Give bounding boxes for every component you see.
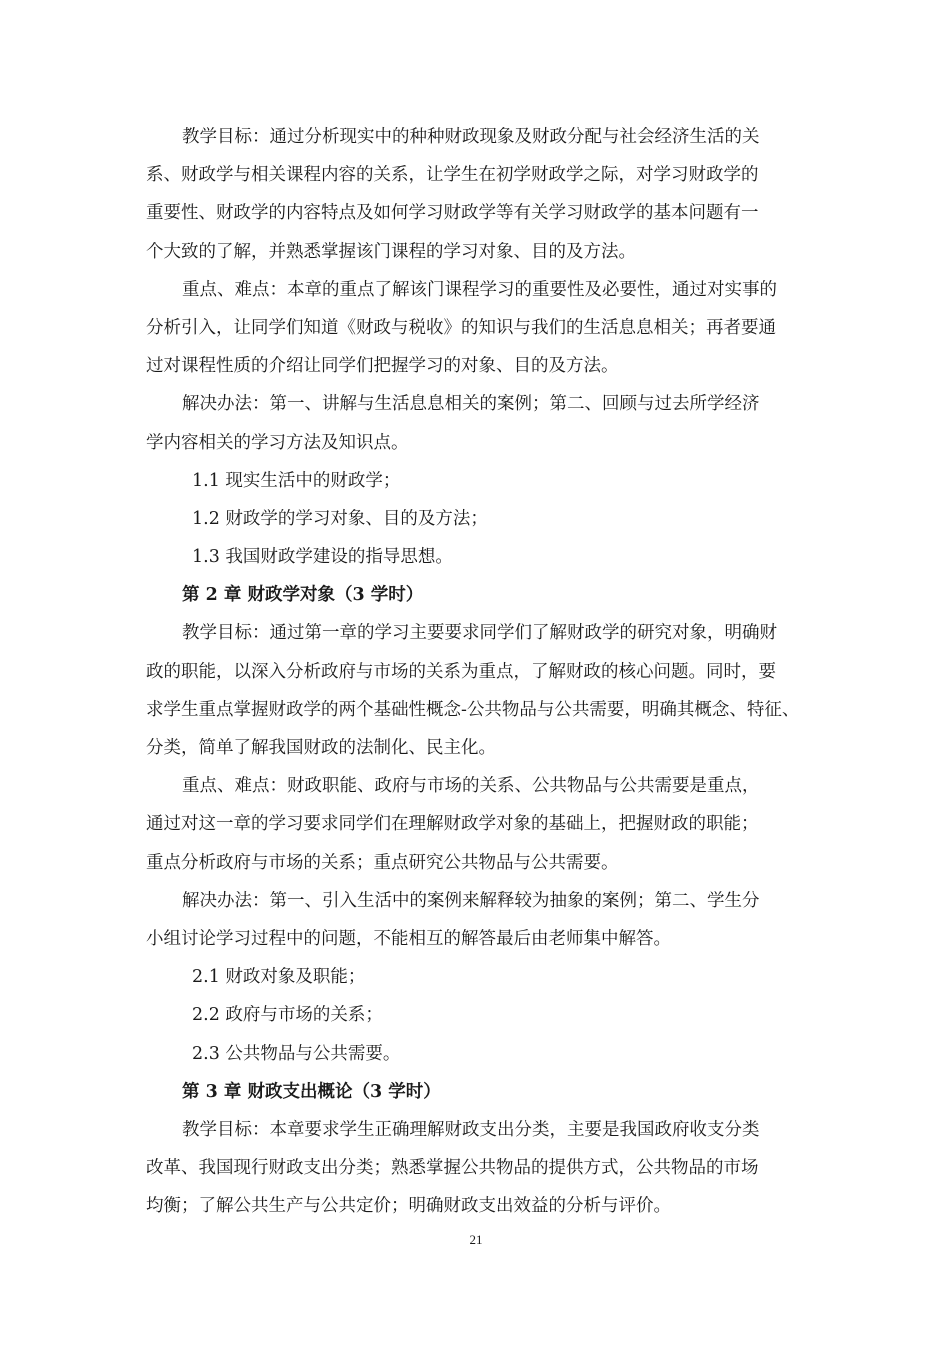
text-line: 小组讨论学习过程中的问题，不能相互的解答最后由老师集中解答。 <box>146 928 671 949</box>
page-number: 21 <box>469 1232 483 1247</box>
text-line: 均衡；了解公共生产与公共定价；明确财政支出效益的分析与评价。 <box>146 1196 671 1217</box>
text-line: 2.1 财政对象及职能； <box>192 967 366 988</box>
text-line: 通过对这一章的学习要求同学们在理解财政学对象的基础上，把握财政的职能； <box>146 814 759 835</box>
text-line: 系、财政学与相关课程内容的关系，让学生在初学财政学之际，对学习财政学的 <box>146 165 759 186</box>
document-body <box>146 118 846 1225</box>
text-line: 求学生重点掌握财政学的两个基础性概念-公共物品与公共需要，明确其概念、特征、 <box>146 699 800 720</box>
text-line: 重点分析政府与市场的关系；重点研究公共物品与公共需要。 <box>146 852 619 873</box>
text-line: 1.2 财政学的学习对象、目的及方法； <box>192 508 488 529</box>
text-line: 学内容相关的学习方法及知识点。 <box>146 432 409 453</box>
text-line: 重点、难点：财政职能、政府与市场的关系、公共物品与公共需要是重点， <box>182 776 760 797</box>
text-line: 2.2 政府与市场的关系； <box>192 1005 383 1026</box>
text-line: 个大致的了解，并熟悉掌握该门课程的学习对象、目的及方法。 <box>146 241 636 262</box>
text-line: 分类，简单了解我国财政的法制化、民主化。 <box>146 738 496 758</box>
text-line: 1.3 我国财政学建设的指导思想。 <box>192 547 453 568</box>
text-line: 改革、我国现行财政支出分类；熟悉掌握公共物品的提供方式，公共物品的市场 <box>146 1158 759 1179</box>
text-line: 分析引入，让同学们知道《财政与税收》的知识与我们的生活息息相关；再者要通 <box>146 317 776 338</box>
text-line: 解决办法：第一、引入生活中的案例来解释较为抽象的案例；第二、学生分 <box>182 890 760 911</box>
text-line: 政的职能，以深入分析政府与市场的关系为重点，了解财政的核心问题。同时，要 <box>146 661 776 682</box>
text-line: 重要性、财政学的内容特点及如何学习财政学等有关学习财政学的基本问题有一 <box>146 203 759 224</box>
text-line: 过对课程性质的介绍让同学们把握学习的对象、目的及方法。 <box>146 356 619 377</box>
text-line: 教学目标：通过第一章的学习主要要求同学们了解财政学的研究对象，明确财 <box>182 623 777 644</box>
text-line: 解决办法：第一、讲解与生活息息相关的案例；第二、回顾与过去所学经济 <box>182 394 760 415</box>
text-line: 1.1 现实生活中的财政学； <box>192 470 401 491</box>
chapter-heading: 第 3 章 财政支出概论（3 学时） <box>182 1081 441 1102</box>
text-line: 重点、难点：本章的重点了解该门课程学习的重要性及必要性，通过对实事的 <box>182 279 777 300</box>
chapter-heading: 第 2 章 财政学对象（3 学时） <box>182 585 424 606</box>
text-line: 2.3 公共物品与公共需要。 <box>192 1043 401 1064</box>
text-line: 教学目标：本章要求学生正确理解财政支出分类，主要是我国政府收支分类 <box>182 1119 760 1140</box>
text-line: 教学目标：通过分析现实中的种种财政现象及财政分配与社会经济生活的关 <box>182 127 760 147</box>
